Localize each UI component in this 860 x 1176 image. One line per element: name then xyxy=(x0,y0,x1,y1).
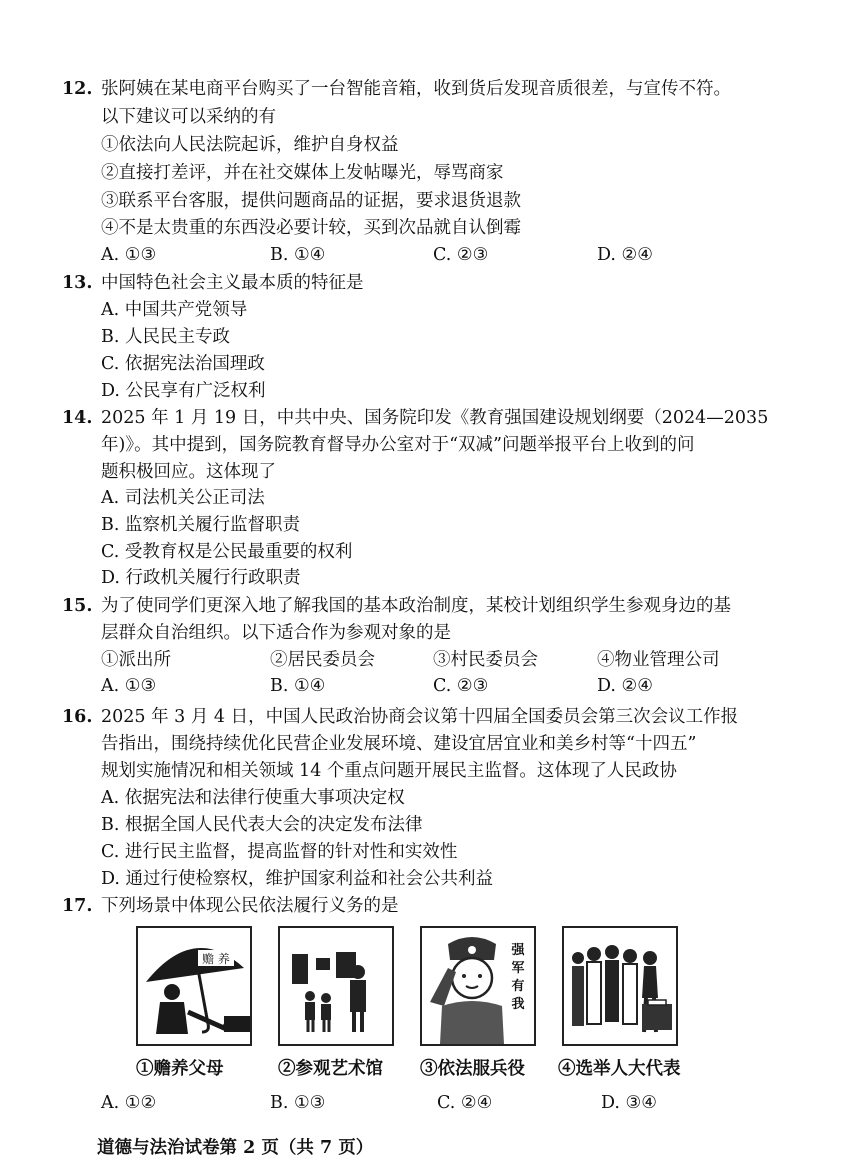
statement-item: ①依法向人民法院起诉，维护自身权益 xyxy=(101,135,399,155)
question-number: 12. xyxy=(62,79,93,99)
answer-option-d[interactable]: D. 公民享有广泛权利 xyxy=(101,381,266,401)
answer-option-b[interactable]: B. 人民民主专政 xyxy=(101,327,230,347)
answer-option-a[interactable]: A. ①③ xyxy=(101,676,157,696)
statement-item: ②居民委员会 xyxy=(270,650,375,670)
page-footer: 道德与法治试卷第 2 页（共 7 页） xyxy=(97,1138,374,1158)
picture-caption: ②参观艺术馆 xyxy=(278,1059,383,1079)
statement-item: ③村民委员会 xyxy=(433,650,538,670)
question-stem: 层群众自治组织。以下适合作为参观对象的是 xyxy=(101,623,451,643)
ballot-voting-icon xyxy=(562,926,678,1046)
answer-option-b[interactable]: B. ①④ xyxy=(270,676,326,696)
statement-item: ④不是太贵重的东西没必要计较，买到次品就自认倒霉 xyxy=(101,218,521,238)
answer-option-c[interactable]: C. 进行民主监督，提高监督的针对性和实效性 xyxy=(101,842,458,862)
question-stem: 2025 年 1 月 19 日，中共中央、国务院印发《教育强国建设规划纲要（2024—2035 xyxy=(101,408,769,428)
question-number: 13. xyxy=(62,273,93,293)
question-stem: 年)》。其中提到，国务院教育督导办公室对于“双减”问题举报平台上收到的问 xyxy=(101,435,695,455)
picture-sign-text-2: 军 xyxy=(511,961,525,976)
answer-option-a[interactable]: A. 司法机关公正司法 xyxy=(101,488,265,508)
picture-caption: ①赡养父母 xyxy=(136,1059,224,1079)
answer-option-c[interactable]: C. ②③ xyxy=(433,245,489,265)
answer-option-a[interactable]: A. ①③ xyxy=(101,245,157,265)
answer-option-c[interactable]: C. ②④ xyxy=(437,1093,493,1113)
question-stem: 以下建议可以采纳的有 xyxy=(101,107,276,127)
question-stem: 题积极回应。这体现了 xyxy=(101,462,276,482)
answer-option-d[interactable]: D. 行政机关履行行政职责 xyxy=(101,568,301,588)
picture-sign-text: 赡 养 xyxy=(202,952,230,966)
answer-option-d[interactable]: D. ③④ xyxy=(601,1093,657,1113)
question-stem: 下列场景中体现公民依法履行义务的是 xyxy=(101,896,399,916)
answer-option-a[interactable]: A. 依据宪法和法律行使重大事项决定权 xyxy=(101,788,405,808)
question-stem: 中国特色社会主义最本质的特征是 xyxy=(101,273,364,293)
answer-option-a[interactable]: A. 中国共产党领导 xyxy=(101,300,248,320)
question-stem: 规划实施情况和相关领域 14 个重点问题开展民主监督。这体现了人民政协 xyxy=(101,761,677,781)
picture-caption: ④选举人大代表 xyxy=(558,1059,681,1079)
answer-option-b[interactable]: B. 根据全国人民代表大会的决定发布法律 xyxy=(101,815,423,835)
answer-option-a[interactable]: A. ①② xyxy=(101,1093,157,1113)
question-stem: 2025 年 3 月 4 日，中国人民政治协商会议第十四届全国委员会第三次会议工作报 xyxy=(101,707,739,727)
gallery-visitors-icon xyxy=(278,926,394,1046)
answer-option-b[interactable]: B. 监察机关履行监督职责 xyxy=(101,515,300,535)
question-number: 15. xyxy=(62,596,93,616)
answer-option-d[interactable]: D. ②④ xyxy=(597,245,653,265)
answer-option-d[interactable]: D. ②④ xyxy=(597,676,653,696)
question-number: 16. xyxy=(62,707,93,727)
statement-item: ②直接打差评，并在社交媒体上发帖曝光，辱骂商家 xyxy=(101,163,504,183)
umbrella-elder-icon xyxy=(136,926,252,1046)
soldier-salute-icon xyxy=(420,926,536,1046)
statement-item: ④物业管理公司 xyxy=(597,650,720,670)
picture-sign-text-3: 有 xyxy=(511,979,525,994)
question-number: 17. xyxy=(62,896,93,916)
answer-option-c[interactable]: C. ②③ xyxy=(433,676,489,696)
question-stem: 告指出，围绕持续优化民营企业发展环境、建设宜居宜业和美乡村等“十四五” xyxy=(101,734,697,754)
picture-sign-text-1: 强 xyxy=(511,943,525,958)
answer-option-b[interactable]: B. ①④ xyxy=(270,245,326,265)
picture-caption: ③依法服兵役 xyxy=(420,1059,525,1079)
statement-item: ③联系平台客服，提供问题商品的证据，要求退货退款 xyxy=(101,191,521,211)
picture-sign-text-4: 我 xyxy=(511,997,525,1012)
question-number: 14. xyxy=(62,408,93,428)
answer-option-b[interactable]: B. ①③ xyxy=(270,1093,326,1113)
answer-option-d[interactable]: D. 通过行使检察权，维护国家利益和社会公共利益 xyxy=(101,869,494,889)
question-stem: 为了使同学们更深入地了解我国的基本政治制度，某校计划组织学生参观身边的基 xyxy=(101,596,731,616)
statement-item: ①派出所 xyxy=(101,650,171,670)
answer-option-c[interactable]: C. 依据宪法治国理政 xyxy=(101,354,265,374)
answer-option-c[interactable]: C. 受教育权是公民最重要的权利 xyxy=(101,542,353,562)
question-stem: 张阿姨在某电商平台购买了一台智能音箱，收到货后发现音质很差，与宣传不符。 xyxy=(101,79,731,99)
